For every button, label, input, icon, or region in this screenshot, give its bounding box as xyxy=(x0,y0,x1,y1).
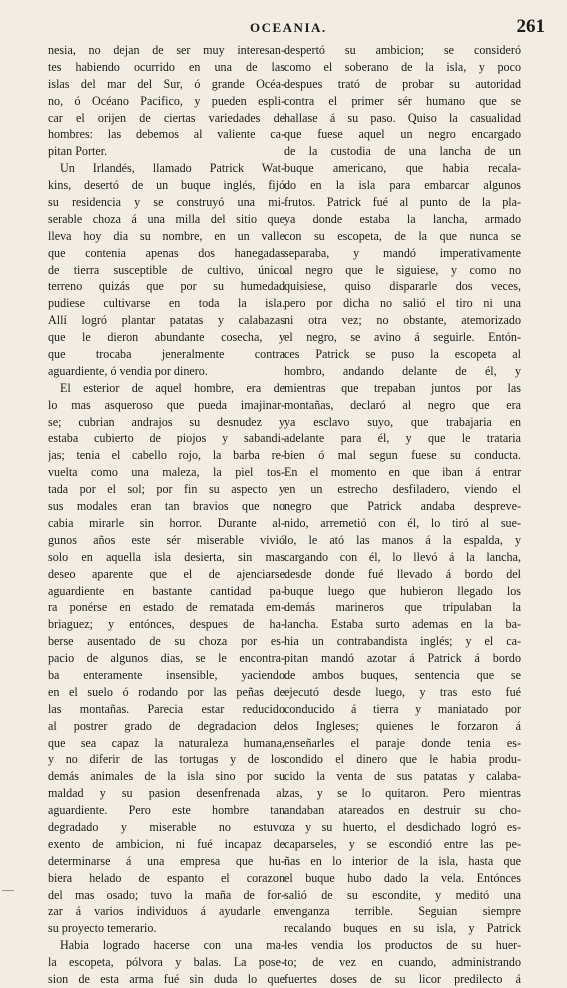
text-line: vuelta como una maleza, la piel tos- xyxy=(48,465,285,480)
text-line: Habia logrado hacerse con una ma- xyxy=(60,938,285,953)
text-line: El esterior de aquel hombre, era de xyxy=(60,380,285,395)
text-line: cabia mirarle sin horror. Durante al- xyxy=(48,515,285,530)
text-line: negro que Patrick andaba despreve- xyxy=(284,499,521,514)
text-line: su residencia y se construyó una mi- xyxy=(48,195,285,210)
text-line: caparseles, y se escondió entre las pe- xyxy=(284,836,521,851)
text-line: pitan mandó azotar á Patrick á bordo xyxy=(284,651,521,666)
text-line: salió de su escondite, y meditó una xyxy=(284,887,521,902)
text-line: maldad y su pasion desenfrenada al xyxy=(48,786,285,801)
text-line: venganza terrible. Seguian siempre xyxy=(284,904,521,919)
text-line: lleva hoy dia su nombre, en un valle xyxy=(48,228,285,243)
text-line: demás marineros que tripulaban la xyxy=(284,600,521,615)
text-line: y no diferir de las tortugas y de los xyxy=(48,752,285,767)
text-line: to; de vez en cuando, administrando xyxy=(284,955,521,970)
text-line: les vendia los productos de su huer- xyxy=(284,938,521,953)
text-line: gunos años este sér miserable vivió xyxy=(48,532,285,547)
text-line: sion de esta arma fué sin duda lo que xyxy=(48,971,285,986)
text-line: las montañas. Parecia estar reducido xyxy=(48,701,285,716)
text-line: como el soberano de la isla, y poco xyxy=(284,59,521,74)
text-line: que fuese aquel un negro encargado xyxy=(284,127,521,142)
text-line: lo, le ató las manos á la espalda, y xyxy=(284,532,521,547)
text-line: despues trató de probar su autoridad xyxy=(284,76,521,91)
text-line: deseo aparente que el de ajenciarse xyxy=(48,566,285,581)
text-line: pitan Porter. xyxy=(48,144,108,159)
text-line: su proyecto temerario. xyxy=(48,921,157,936)
text-line: conducido á tierra y maniatado por xyxy=(284,701,521,716)
text-line: ces Patrick se puso la escopeta al xyxy=(284,347,521,362)
text-line: andaban atareados en destruir su cho- xyxy=(284,803,521,818)
page-number: 261 xyxy=(516,16,545,37)
text-line: bien ó mal segun fuese su conducta. xyxy=(284,448,521,463)
text-line: no, ó Océano Pacifico, y pueden espli- xyxy=(48,93,285,108)
text-line: serable choza á una milla del sitio que xyxy=(48,211,285,226)
text-line: se; cubrian andrajos su desnudez y xyxy=(48,414,285,429)
scan-corner-mark xyxy=(2,890,14,894)
text-line: zar á varios individuos á ayudarle en xyxy=(48,904,285,919)
text-line: terreno quizás que por su humedad xyxy=(48,279,285,294)
text-line: lancha. Estaba surto ademas en la ba- xyxy=(284,617,521,632)
text-line: kins, desertó de un buque inglés, fijó xyxy=(48,178,285,193)
text-line: berse ausentado de su choza por es- xyxy=(48,634,285,649)
text-line: Allí logró plantar patatas y calabazas xyxy=(48,313,285,328)
text-line: buque luego que hubieron llegado los xyxy=(284,583,521,598)
text-line: fuertes doses de su licor predilecto á xyxy=(284,971,521,986)
text-line: pero por dicha no salió el tiro ni una xyxy=(284,296,521,311)
text-line: el negro, se avino á seguirle. Entón- xyxy=(284,330,521,345)
text-line: ba enteramente insensible, yaciendo xyxy=(48,667,285,682)
text-line: biera helado de espanto el corazon xyxy=(48,870,285,885)
text-line: con su escopeta, de la que nunca se xyxy=(284,228,521,243)
text-line: islas del mar del Sur, ó grande Océa- xyxy=(48,76,285,91)
text-line: solo en aquella isla desierta, sin mas xyxy=(48,549,285,564)
text-line: demás animales de la isla sino por su xyxy=(48,769,285,784)
text-line: pudiese cultivarse en toda la isla. xyxy=(48,296,285,311)
text-line: aguardiente. Pero este hombre tan xyxy=(48,803,285,818)
text-line: de ambos buques, sentencia que se xyxy=(284,667,521,682)
text-line: que trocaba jeneralmente contra xyxy=(48,347,285,362)
running-title: OCEANIA. xyxy=(250,20,327,35)
text-line: hombro, andando delante de él, y xyxy=(284,363,521,378)
text-line: de la custodia de una lancha de un xyxy=(284,144,521,159)
text-line: frutos. Patrick fué al punto de la pla- xyxy=(284,195,521,210)
text-line: exento de ambicion, ni fué incapaz de xyxy=(48,836,285,851)
text-line: sus modales eran tan bravios que no xyxy=(48,499,285,514)
text-line: de tierra susceptible de cultivo, único xyxy=(48,262,285,277)
text-line: aguardiente en bastante cantidad pa- xyxy=(48,583,285,598)
left-text-column xyxy=(48,42,285,988)
text-line: despertó su ambicion; se consideró xyxy=(284,43,521,57)
text-line: hia un contrabandista inglés; y el ca- xyxy=(284,634,521,649)
text-line: condido el dinero que le habia produ- xyxy=(284,752,521,767)
text-line: los Ingleses; quienes le forzaron á xyxy=(284,718,521,733)
text-line: pacio de algunos dias, se le encontra- xyxy=(48,651,285,666)
text-line: Un Irlandés, llamado Patrick Wat- xyxy=(60,161,285,176)
text-line: car el orijen de ciertas variedades de xyxy=(48,110,285,125)
text-line: zas, y se lo quitaron. Pero mientras xyxy=(284,786,521,801)
text-line: enseñarles el paraje donde tenia es- xyxy=(284,735,521,750)
text-line: nesia, no dejan de ser muy interesan- xyxy=(48,43,285,57)
text-line: ra ponérse en estado de rematada em- xyxy=(48,600,285,615)
text-line: en un estrecho desfiladero, viendo el xyxy=(284,482,521,497)
text-line: al postrer grado de degradacion de xyxy=(48,718,285,733)
text-line: tada por el sol; por fin su aspecto y xyxy=(48,482,285,497)
text-line: que contenia apenas dos hanegadas xyxy=(48,245,285,260)
text-line: montañas, declaró al negro que era xyxy=(284,397,521,412)
text-line: cargando con él, lo llevó á la lancha, xyxy=(284,549,521,564)
text-line: estaba cubierto de piojos y sabandi- xyxy=(48,431,285,446)
page-header xyxy=(0,16,567,42)
text-line: que sea capaz la naturaleza humana, xyxy=(48,735,285,750)
text-line: jas; tenia el cabello rojo, la barba re- xyxy=(48,448,285,463)
text-line: za y su huerto, el desdichado logró es- xyxy=(284,819,521,834)
text-line: quisiese, quiso dispararle dos veces, xyxy=(284,279,521,294)
text-line: cido la venta de sus patatas y calaba- xyxy=(284,769,521,784)
text-line: hallase á su paso. Quiso la casualidad xyxy=(284,110,521,125)
text-line: ni otra vez; no obstante, atemorizado xyxy=(284,313,521,328)
text-line: degradado y miserable no estuvo xyxy=(48,819,285,834)
text-line: mientras que trepaban juntos por las xyxy=(284,380,521,395)
text-line: adelante para él, y que le trataria xyxy=(284,431,521,446)
text-line: tes habiendo ocurrido en una de las xyxy=(48,59,285,74)
text-line: hombres: las debemos al valiente ca- xyxy=(48,127,285,142)
text-line: aguardiente, ó vendia por dinero. xyxy=(48,363,208,378)
text-line: lo mas asqueroso que pueda imajinar- xyxy=(48,397,285,412)
text-line: determinarse á una empresa que hu- xyxy=(48,853,285,868)
text-line: contra el primer sér humano que se xyxy=(284,93,521,108)
text-line: recalando buques en su isla, y Patrick xyxy=(284,921,521,936)
text-line: el buque hubo dado la vela. Entónces xyxy=(284,870,521,885)
text-line: nido, arremetió con él, lo tiró al sue- xyxy=(284,515,521,530)
text-line: separaba, y mandó imperativamente xyxy=(284,245,521,260)
text-line: en el suelo ó rodando por las peñas de xyxy=(48,684,285,699)
text-line: ya esclavo suyo, que trabajaria en xyxy=(284,414,521,429)
right-text-column xyxy=(284,42,521,988)
text-line: al negro que le siguiese, y como no xyxy=(284,262,521,277)
text-line: del mas osado; tuvo la maña de for- xyxy=(48,887,285,902)
text-line: briaguez; y entónces, despues de ha- xyxy=(48,617,285,632)
text-line: desde donde fué llevado á bordo del xyxy=(284,566,521,581)
text-line: ejecutó desde luego, y tras esto fué xyxy=(284,684,521,699)
text-line: buque americano, que habia recala- xyxy=(284,161,521,176)
text-line: do en la isla para embarcar algunos xyxy=(284,178,521,193)
text-line: que le dieron abundante cosecha, y xyxy=(48,330,285,345)
text-line: ya donde estaba la lancha, armado xyxy=(284,211,521,226)
text-line: la escopeta, pólvora y balas. La pose- xyxy=(48,955,285,970)
text-line: ñas en lo interior de la isla, hasta que xyxy=(284,853,521,868)
text-line: En el momento en que iban á entrar xyxy=(284,465,521,480)
